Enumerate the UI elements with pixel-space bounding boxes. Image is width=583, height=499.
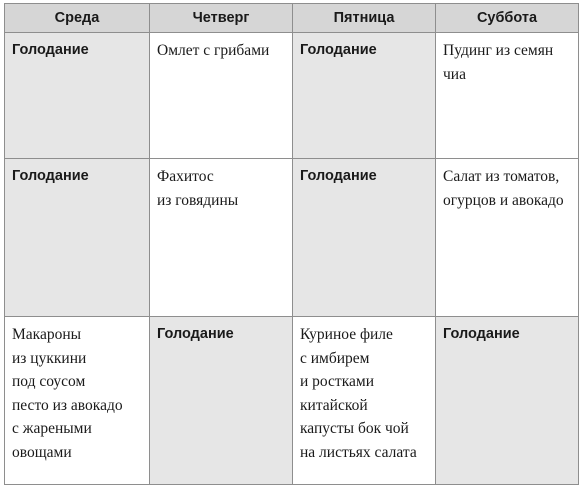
table-cell <box>293 317 436 485</box>
table-cell <box>5 317 150 485</box>
table-row <box>5 159 579 317</box>
header-row <box>5 4 579 33</box>
cell-text: Фахитос из говядины <box>157 168 239 209</box>
table-cell <box>150 159 293 317</box>
column-header-thursday: Четверг <box>150 4 293 33</box>
table-cell <box>5 159 150 317</box>
cell-text: Голодание <box>12 42 89 58</box>
column-header-wednesday: Среда <box>5 4 150 33</box>
table-cell <box>436 317 579 485</box>
cell-text: Макароны из цуккини под соусом песто из авокадо с жареными овощами <box>12 326 123 461</box>
cell-text: Голодание <box>12 168 89 184</box>
column-header-friday: Пятница <box>293 4 436 33</box>
cell-text: Голодание <box>157 326 234 342</box>
table-cell <box>5 33 150 159</box>
table-cell <box>150 317 293 485</box>
table-cell <box>150 33 293 159</box>
table-cell <box>436 159 579 317</box>
cell-text: Голодание <box>443 326 520 342</box>
cell-text: Куриное филе с имбирем и ростками китайской капусты бок чой на листьях салата <box>300 326 417 461</box>
meal-plan-table <box>4 3 579 485</box>
table-cell <box>436 33 579 159</box>
table-row <box>5 33 579 159</box>
cell-text: Голодание <box>300 42 377 58</box>
table-cell <box>293 33 436 159</box>
table-row <box>5 317 579 485</box>
cell-text: Голодание <box>300 168 377 184</box>
cell-text: Пудинг из семян чиа <box>443 42 554 83</box>
table-cell <box>293 159 436 317</box>
column-header-saturday: Суббота <box>436 4 579 33</box>
cell-text: Омлет с грибами <box>157 42 270 59</box>
cell-text: Салат из томатов, огурцов и авокадо <box>443 168 564 209</box>
